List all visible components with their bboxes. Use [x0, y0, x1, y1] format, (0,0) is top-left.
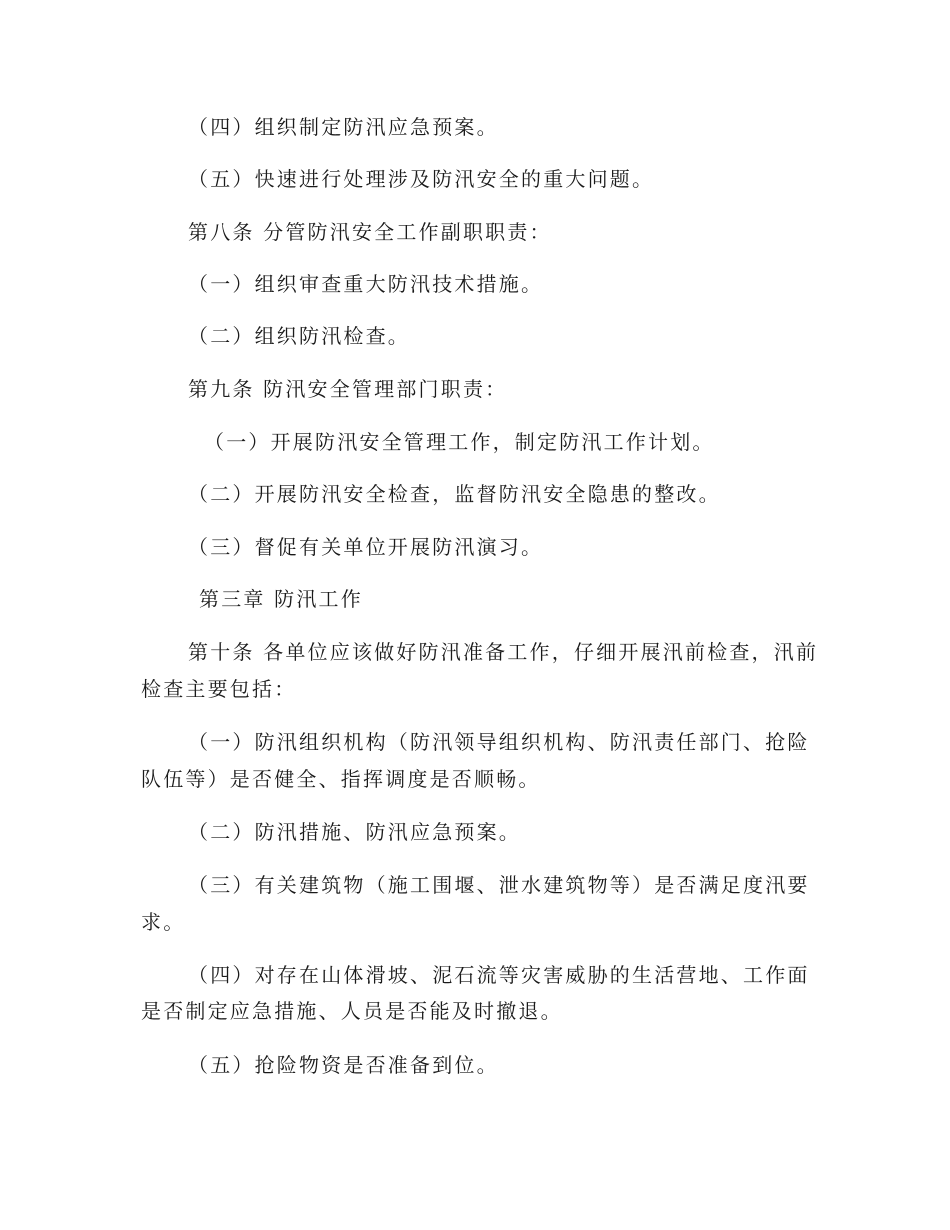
paragraph-line: 是否制定应急措施、人员是否能及时撤退。: [141, 999, 563, 1023]
paragraph-line: （二）组织防汛检查。: [188, 324, 410, 348]
paragraph-line: （一）开展防汛安全管理工作，制定防汛工作计划。: [204, 430, 715, 454]
paragraph-line: （三）督促有关单位开展防汛演习。: [188, 535, 544, 559]
article-heading: 第九条 防汛安全管理部门职责：: [188, 377, 508, 401]
paragraph-line: （五）抢险物资是否准备到位。: [188, 1053, 499, 1077]
paragraph-line: （二）防汛措施、防汛应急预案。: [188, 820, 521, 844]
paragraph-line: （五）快速进行处理涉及防汛安全的重大问题。: [188, 167, 655, 191]
paragraph-line: （四）对存在山体滑坡、泥石流等灾害威胁的生活营地、工作面: [188, 963, 810, 987]
paragraph-line: （四）组织制定防汛应急预案。: [188, 115, 499, 139]
paragraph-line: 检查主要包括：: [141, 677, 297, 701]
paragraph-line: （一）防汛组织机构（防汛领导组织机构、防汛责任部门、抢险: [188, 730, 810, 754]
paragraph-line: 队伍等）是否健全、指挥调度是否顺畅。: [141, 767, 541, 791]
paragraph-line: （二）开展防汛安全检查，监督防汛安全隐患的整改。: [188, 482, 721, 506]
article-heading: 第十条 各单位应该做好防汛准备工作，仔细开展汛前检查，汛前: [188, 640, 819, 664]
chapter-heading: 第三章 防汛工作: [199, 587, 363, 611]
paragraph-line: （三）有关建筑物（施工围堰、泄水建筑物等）是否满足度汛要: [188, 873, 810, 897]
article-heading: 第八条 分管防汛安全工作副职职责：: [188, 220, 552, 244]
paragraph-line: （一）组织审查重大防汛技术措施。: [188, 272, 544, 296]
paragraph-line: 求。: [141, 910, 186, 934]
